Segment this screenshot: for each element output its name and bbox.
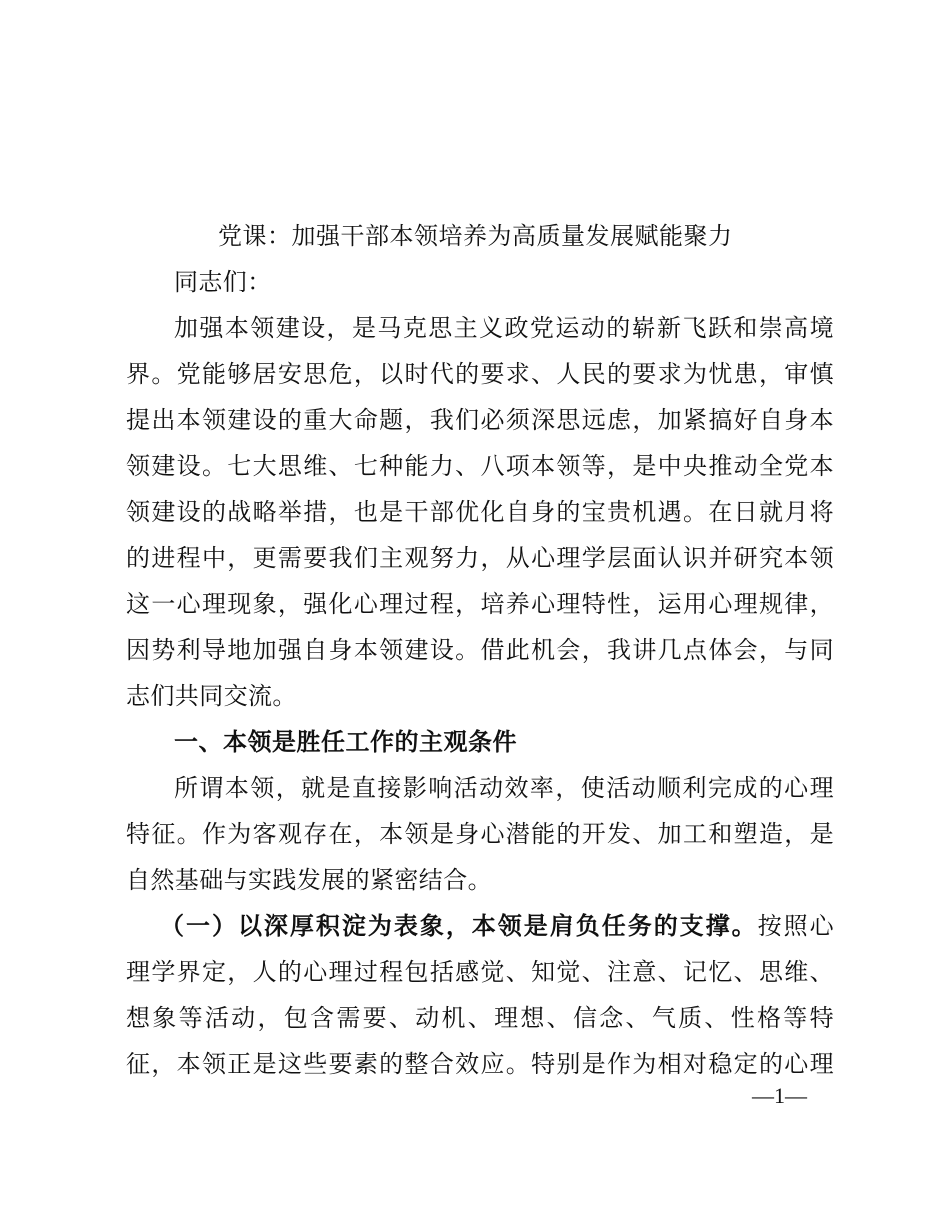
- paragraph-line: 想象等活动，包含需要、动机、理想、信念、气质、性格等特: [126, 1004, 834, 1032]
- paragraph-line: 领建设的战略举措，也是干部优化自身的宝贵机遇。在日就月将: [126, 498, 834, 526]
- subsection-line: [160, 906, 834, 946]
- paragraph-line: 理学界定，人的心理过程包括感觉、知觉、注意、记忆、思维、: [126, 958, 834, 986]
- paragraph-line: 领建设。七大思维、七种能力、八项本领等，是中央推动全党本: [126, 452, 834, 480]
- subsection-heading: （一）以深厚积淀为表象，本领是肩负任务的支撑。: [160, 911, 758, 940]
- paragraph-line: 自然基础与实践发展的紧密结合。: [126, 866, 492, 894]
- paragraph-line: 特征。作为客观存在，本领是身心潜能的开发、加工和塑造，是: [126, 820, 834, 848]
- section-heading: 一、本领是胜任工作的主观条件: [174, 728, 517, 756]
- paragraph-line: 界。党能够居安思危，以时代的要求、人民的要求为忧患，审慎: [126, 360, 834, 388]
- paragraph-line: 志们共同交流。: [126, 682, 297, 710]
- salutation: 同志们：: [174, 268, 272, 296]
- paragraph-line: 提出本领建设的重大命题，我们必须深思远虑，加紧搞好自身本: [126, 406, 834, 434]
- paragraph-line: 所谓本领，就是直接影响活动效率，使活动顺利完成的心理: [174, 774, 834, 802]
- paragraph-line: 因势利导地加强自身本领建设。借此机会，我讲几点体会，与同: [126, 636, 834, 664]
- paragraph-line: 加强本领建设，是马克思主义政党运动的崭新飞跃和崇高境: [174, 314, 834, 342]
- paragraph-line: 这一心理现象，强化心理过程，培养心理特性，运用心理规律，: [126, 590, 834, 618]
- paragraph-line: 的进程中，更需要我们主观努力，从心理学层面认识并研究本领: [126, 544, 834, 572]
- page-number: —1—: [752, 1083, 807, 1108]
- subsection-text: 按照心: [757, 912, 834, 940]
- document-title: 党课：加强干部本领培养为高质量发展赋能聚力: [218, 222, 733, 250]
- paragraph-line: 征，本领正是这些要素的整合效应。特别是作为相对稳定的心理: [126, 1050, 834, 1078]
